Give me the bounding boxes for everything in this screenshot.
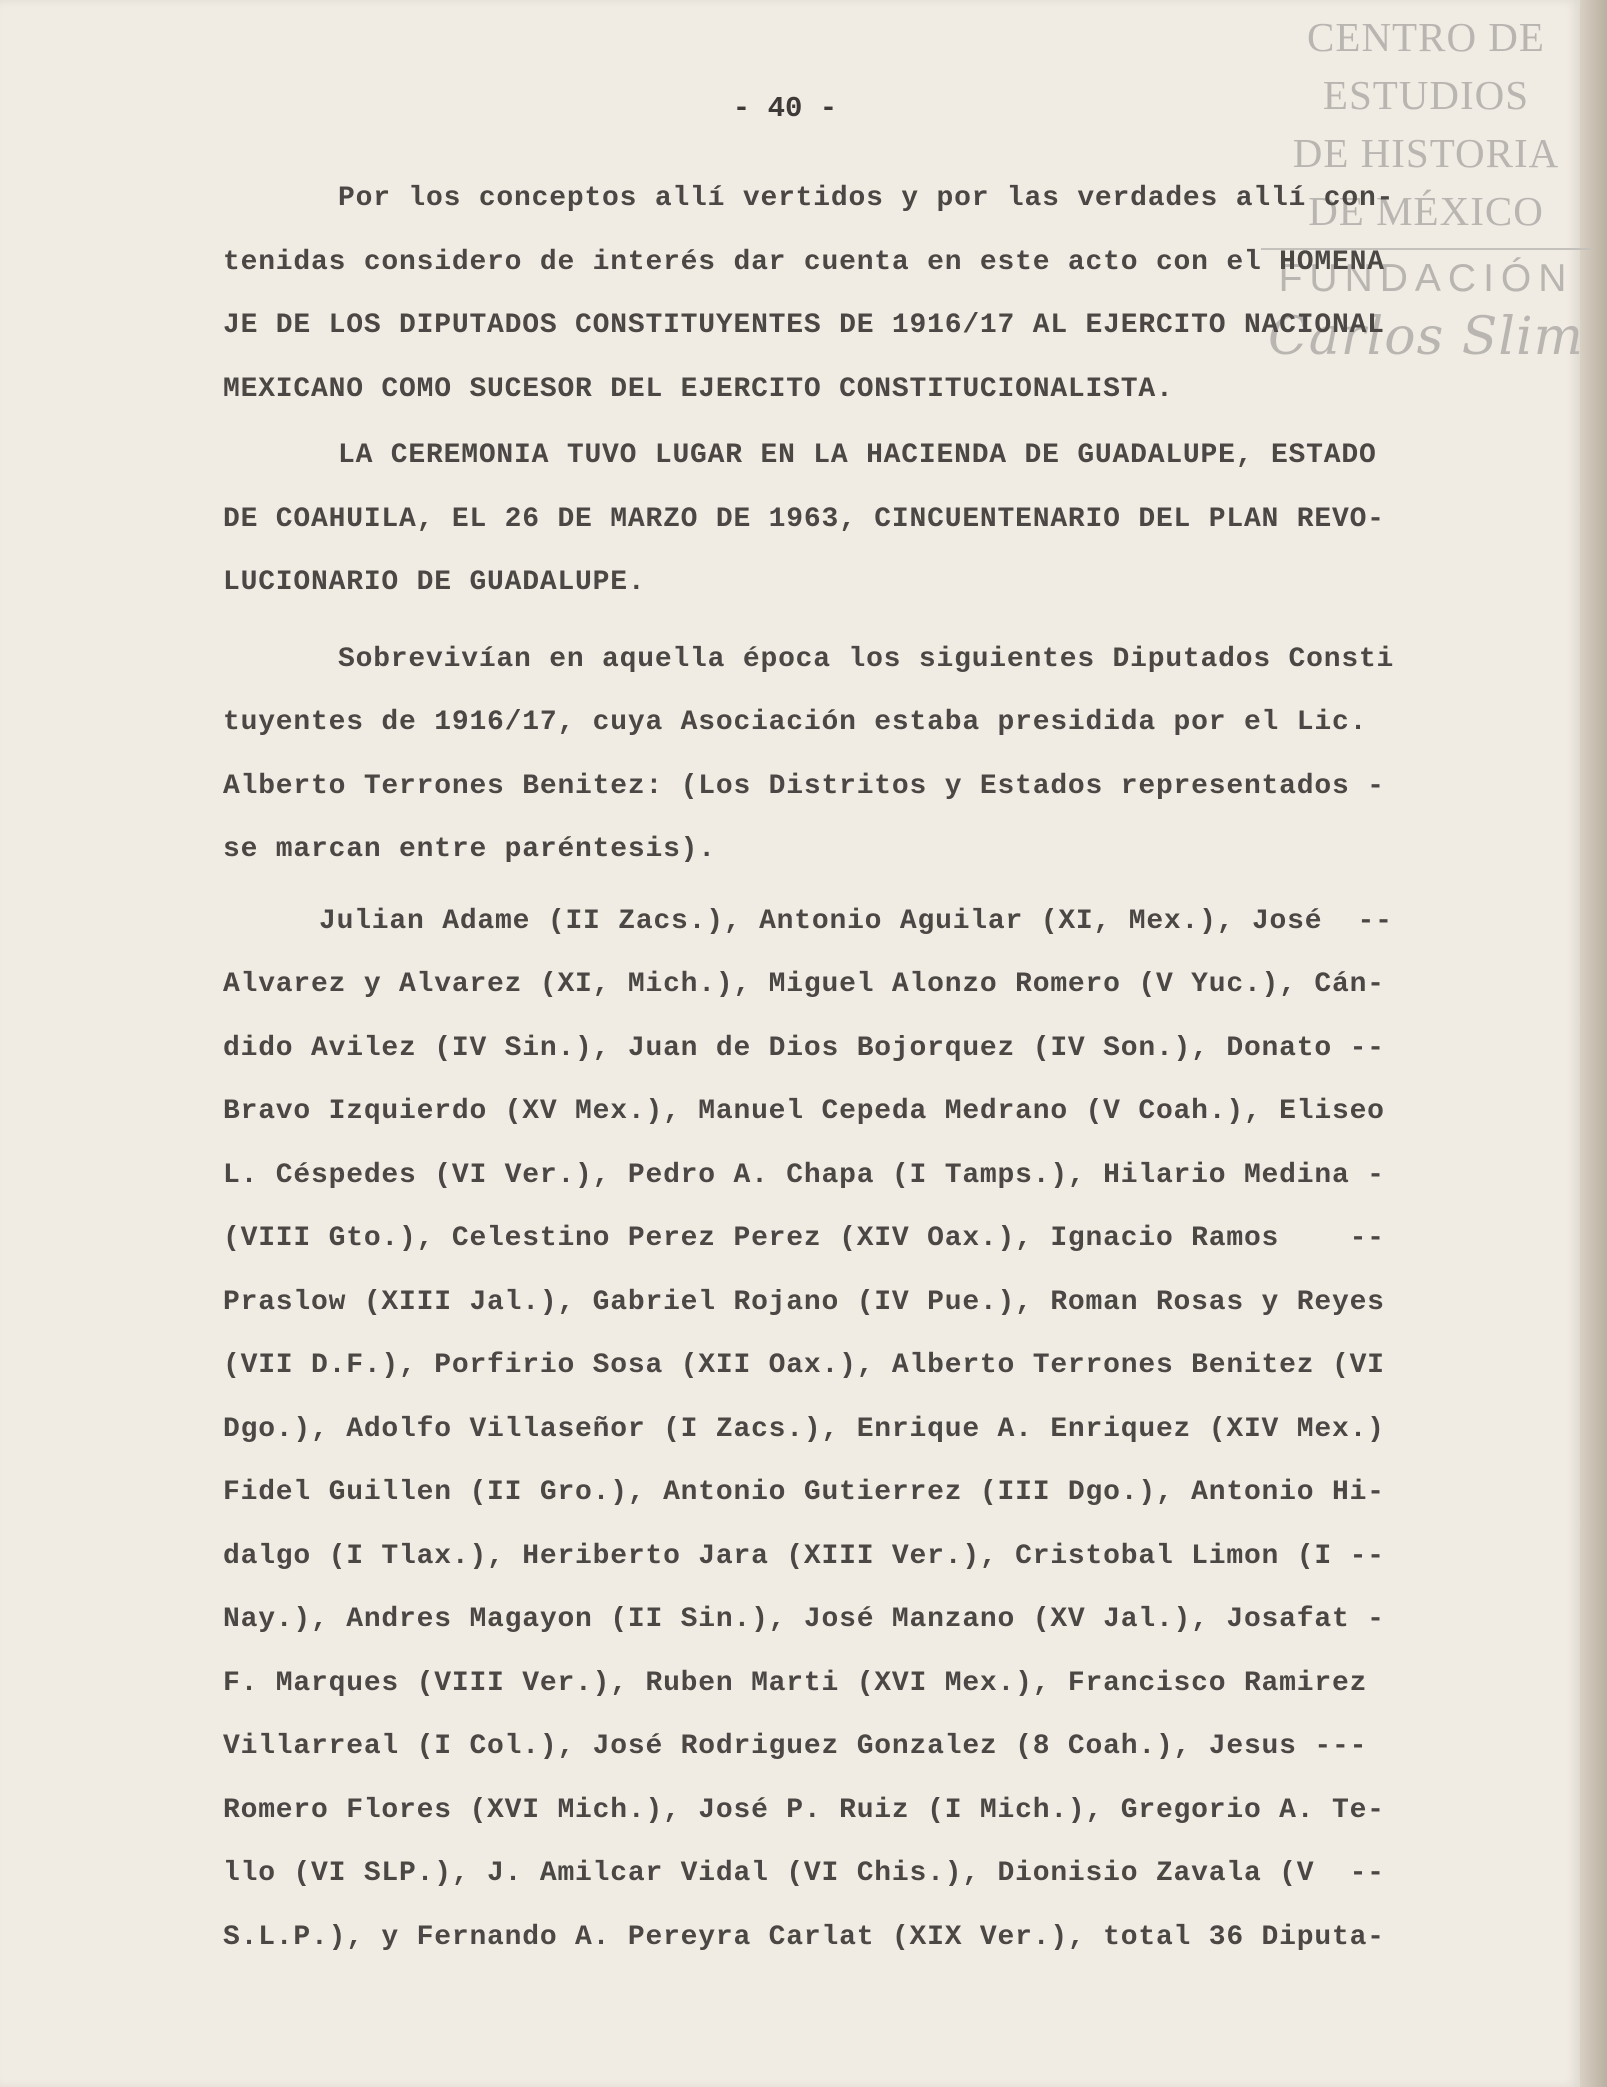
text-line: Sobrevivían en aquella época los siguientes Diputados Consti	[338, 643, 1395, 675]
text-line: Nay.), Andres Magayon (II Sin.), José Manzano (XV Jal.), Josafat -	[223, 1604, 1385, 1635]
watermark-line: DE MÉXICO	[1308, 188, 1544, 234]
text-line: MEXICANO COMO SUCESOR DEL EJERCITO CONSTITUCIONALISTA.	[223, 373, 1174, 405]
watermark-line: CENTRO DE	[1307, 14, 1545, 60]
text-line: se marcan entre paréntesis).	[223, 834, 716, 865]
text-line: Por los conceptos allí vertidos y por las verdades allí con-	[338, 183, 1395, 214]
paragraph	[223, 637, 1513, 891]
text-line: Julian Adame (II Zacs.), Antonio Aguilar (XI, Mex.), José --	[319, 905, 1393, 937]
text-line: Villarreal (I Col.), José Rodriguez Gonzalez (8 Coah.), Jesus ---	[223, 1731, 1368, 1762]
text-line: dalgo (I Tlax.), Heriberto Jara (XIII Ver.), Cristobal Limon (I --	[223, 1540, 1385, 1572]
text-line: F. Marques (VIII Ver.), Ruben Marti (XVI Mex.), Francisco Ramirez	[223, 1667, 1368, 1699]
text-line: llo (VI SLP.), J. Amilcar Vidal (VI Chis.), Dionisio Zavala (V --	[223, 1858, 1385, 1889]
watermark-signature: Carlos Slim	[1268, 307, 1584, 367]
text-line: Fidel Guillen (II Gro.), Antonio Gutierrez (III Dgo.), Antonio Hi-	[223, 1477, 1385, 1508]
watermark-line: ESTUDIOS	[1322, 72, 1530, 118]
text-line: Alvarez y Alvarez (XI, Mich.), Miguel Alonzo Romero (V Yuc.), Cán-	[223, 969, 1385, 1000]
document-body	[223, 176, 1513, 1978]
watermark-foundation: FUNDACIÓN	[1278, 257, 1574, 300]
page-number: - 40 -	[732, 92, 838, 125]
text-line: S.L.P.), y Fernando A. Pereyra Carlat (XIX Ver.), total 36 Diputa-	[223, 1921, 1385, 1953]
text-line: Bravo Izquierdo (XV Mex.), Manuel Cepeda Medrano (V Coah.), Eliseo	[223, 1096, 1385, 1127]
text-line: Romero Flores (XVI Mich.), José P. Ruiz (I Mich.), Gregorio A. Te-	[223, 1794, 1385, 1826]
text-line: tuyentes de 1916/17, cuya Asociación estaba presidida por el Lic.	[223, 707, 1368, 738]
text-line: LA CEREMONIA TUVO LUGAR EN LA HACIENDA DE GUADALUPE, ESTADO	[338, 440, 1377, 471]
text-line: tenidas considero de interés dar cuenta en este acto con el HOMENA	[223, 246, 1385, 278]
text-line: (VIII Gto.), Celestino Perez Perez (XIV Oax.), Ignacio Ramos --	[223, 1223, 1385, 1254]
text-line: JE DE LOS DIPUTADOS CONSTITUYENTES DE 1916/17 AL EJERCITO NACIONAL	[223, 310, 1385, 341]
paragraph	[223, 176, 1513, 430]
text-line: dido Avilez (IV Sin.), Juan de Dios Bojorquez (IV Son.), Donato --	[223, 1032, 1385, 1064]
text-line: Alberto Terrones Benitez: (Los Distritos y Estados representados -	[223, 770, 1385, 802]
text-line: L. Céspedes (VI Ver.), Pedro A. Chapa (I Tamps.), Hilario Medina -	[223, 1159, 1385, 1191]
watermark-line: DE HISTORIA	[1292, 130, 1560, 176]
text-line: (VII D.F.), Porfirio Sosa (XII Oax.), Alberto Terrones Benitez (VI	[223, 1350, 1385, 1381]
text-line: Dgo.), Adolfo Villaseñor (I Zacs.), Enrique A. Enriquez (XIV Mex.)	[223, 1413, 1385, 1445]
text-line: Praslow (XIII Jal.), Gabriel Rojano (IV Pue.), Roman Rosas y Reyes	[223, 1286, 1385, 1318]
text-line: DE COAHUILA, EL 26 DE MARZO DE 1963, CINCUENTENARIO DEL PLAN REVO-	[223, 503, 1385, 535]
paragraph	[223, 899, 1513, 1979]
paragraph	[223, 433, 1513, 624]
text-line: LUCIONARIO DE GUADALUPE.	[223, 567, 646, 598]
